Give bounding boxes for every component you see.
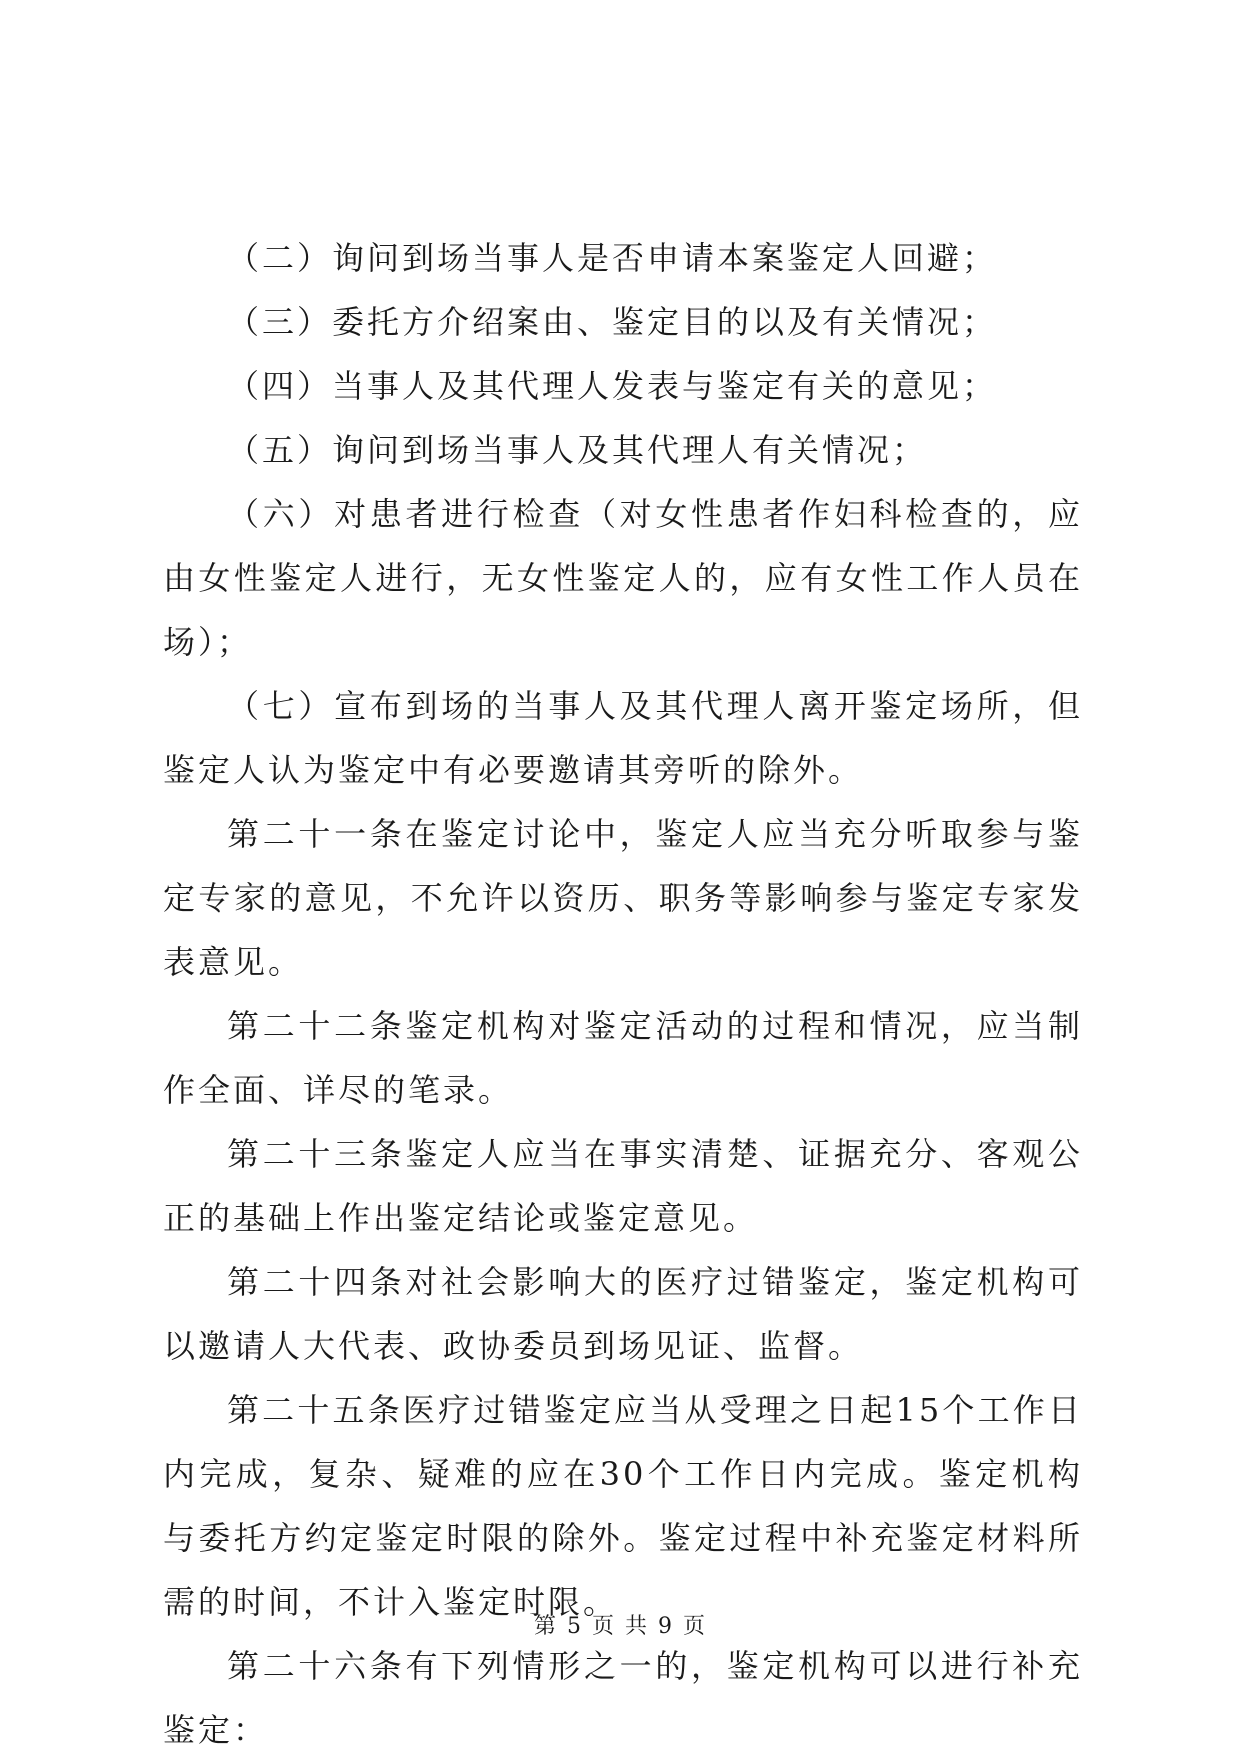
- paragraph-item-5: （五）询问到场当事人及其代理人有关情况；: [227, 431, 928, 469]
- paragraph-article-22: 第二十二条鉴定机构对鉴定活动的过程和情况，应当制作全面、详尽的笔录。: [163, 1007, 1083, 1109]
- page-number-footer: 第 5 页 共 9 页: [534, 1614, 707, 1639]
- paragraph-item-4: （四）当事人及其代理人发表与鉴定有关的意见；: [227, 367, 998, 405]
- paragraph-article-26: 第二十六条有下列情形之一的，鉴定机构可以进行补充鉴定：: [163, 1647, 1083, 1749]
- paragraph-item-6: （六）对患者进行检查（对女性患者作妇科检查的，应由女性鉴定人进行，无女性鉴定人的，应有女性工作人员在场）；: [163, 495, 1083, 661]
- document-body: [163, 226, 1083, 1762]
- paragraph-item-3: （三）委托方介绍案由、鉴定目的以及有关情况；: [227, 303, 998, 341]
- paragraph-item-7: （七）宣布到场的当事人及其代理人离开鉴定场所，但鉴定人认为鉴定中有必要邀请其旁听的除外。: [163, 687, 1083, 789]
- paragraph-article-23: 第二十三条鉴定人应当在事实清楚、证据充分、客观公正的基础上作出鉴定结论或鉴定意见。: [163, 1135, 1083, 1237]
- paragraph-item-2: （二）询问到场当事人是否申请本案鉴定人回避；: [227, 239, 998, 277]
- paragraph-article-24: 第二十四条对社会影响大的医疗过错鉴定，鉴定机构可以邀请人大代表、政协委员到场见证、监督。: [163, 1263, 1083, 1365]
- paragraph-article-25: 第二十五条医疗过错鉴定应当从受理之日起15个工作日内完成，复杂、疑难的应在30个工作日内完成。鉴定机构与委托方约定鉴定时限的除外。鉴定过程中补充鉴定材料所需的时间，不计入鉴定时限。: [163, 1391, 1083, 1621]
- paragraph-article-21: 第二十一条在鉴定讨论中，鉴定人应当充分听取参与鉴定专家的意见，不允许以资历、职务等影响参与鉴定专家发表意见。: [163, 815, 1083, 981]
